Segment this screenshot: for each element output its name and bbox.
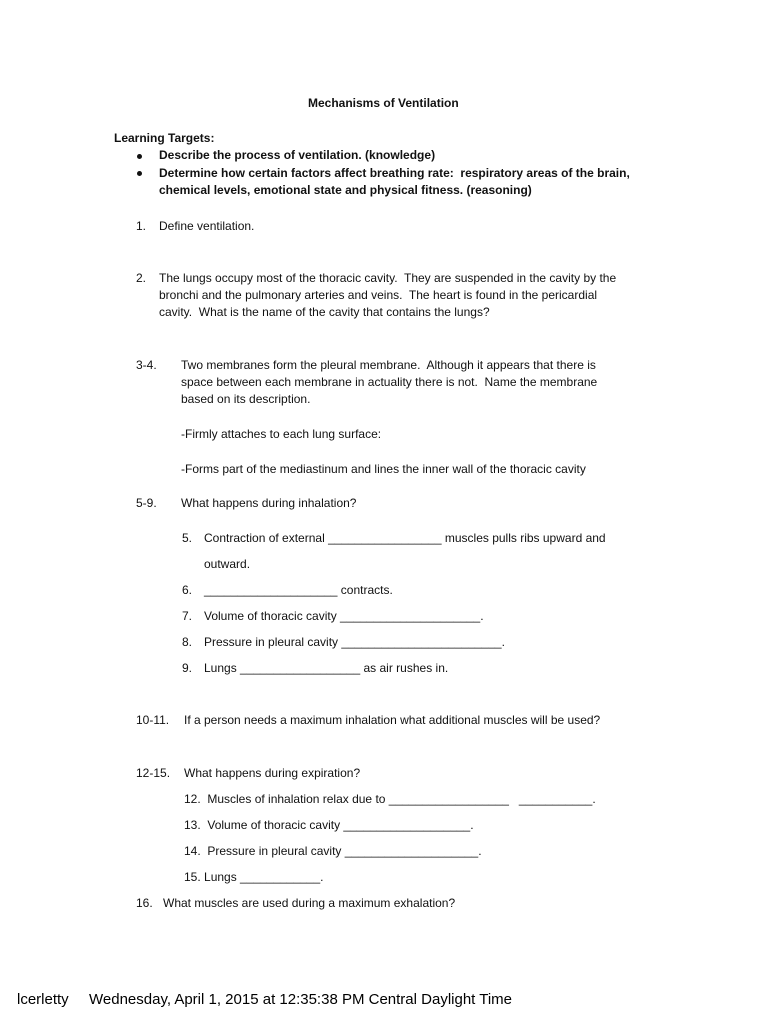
- question-3-4-line-2: space between each membrane in actuality there is not. Name the membrane: [181, 375, 598, 389]
- sub-item-5-line-2: outward.: [204, 557, 251, 571]
- sub-item-number: 8.: [182, 635, 193, 649]
- footer-user: lcerletty: [17, 991, 69, 1008]
- question-number: 2.: [136, 271, 147, 285]
- question-12-15-text: What happens during expiration?: [184, 766, 361, 780]
- sub-item-number: 9.: [182, 661, 193, 675]
- question-3-4-line-3: based on its description.: [181, 392, 311, 406]
- question-number: 10-11.: [136, 713, 170, 727]
- sub-item-number: 6.: [182, 583, 193, 597]
- sub-item-8-text: Pressure in pleural cavity ________________________.: [204, 635, 505, 649]
- sub-item-13: 13. Volume of thoracic cavity ___________________.: [184, 818, 474, 832]
- document-title: Mechanisms of Ventilation: [308, 96, 459, 110]
- question-number: 1.: [136, 219, 147, 233]
- question-2-line-2: bronchi and the pulmonary arteries and veins. The heart is found in the pericardial: [159, 288, 598, 302]
- question-number: 3-4.: [136, 358, 157, 372]
- sub-item-9-text: Lungs __________________ as air rushes in.: [204, 661, 449, 675]
- sub-item-number: 7.: [182, 609, 193, 623]
- learning-target-2-line-2: chemical levels, emotional state and physical fitness. (reasoning): [159, 183, 532, 197]
- question-3-4-sub-a: -Firmly attaches to each lung surface:: [181, 427, 382, 441]
- sub-item-number: 5.: [182, 531, 193, 545]
- question-number: 12-15.: [136, 766, 171, 780]
- bullet-icon: [137, 171, 142, 176]
- learning-targets-heading: Learning Targets:: [114, 131, 215, 145]
- question-number: 5-9.: [136, 496, 157, 510]
- learning-target-1-text: Describe the process of ventilation. (knowledge): [159, 148, 436, 162]
- footer-timestamp: Wednesday, April 1, 2015 at 12:35:38 PM Central Daylight Time: [89, 991, 513, 1008]
- question-1-text: Define ventilation.: [159, 219, 255, 233]
- sub-item-12: 12. Muscles of inhalation relax due to __________________ ___________.: [184, 792, 596, 806]
- sub-item-7-text: Volume of thoracic cavity _____________________.: [204, 609, 484, 623]
- question-3-4-line-1: Two membranes form the pleural membrane. Although it appears that there is: [181, 358, 596, 372]
- question-5-9-text: What happens during inhalation?: [181, 496, 357, 510]
- learning-target-2-line-1: Determine how certain factors affect breathing rate: respiratory areas of the brain,: [159, 166, 630, 180]
- sub-item-15: 15. Lungs ____________.: [184, 870, 324, 884]
- sub-item-14: 14. Pressure in pleural cavity ____________________.: [184, 844, 482, 858]
- sub-item-6-text: ____________________ contracts.: [204, 583, 393, 597]
- question-number: 16.: [136, 896, 153, 910]
- question-10-11-text: If a person needs a maximum inhalation what additional muscles will be used?: [184, 713, 601, 727]
- question-2-line-1: The lungs occupy most of the thoracic cavity. They are suspended in the cavity by the: [159, 271, 617, 285]
- question-2-line-3: cavity. What is the name of the cavity that contains the lungs?: [159, 305, 490, 319]
- question-16-text: What muscles are used during a maximum exhalation?: [163, 896, 456, 910]
- bullet-icon: [137, 154, 142, 159]
- question-3-4-sub-b: -Forms part of the mediastinum and lines the inner wall of the thoracic cavity: [181, 462, 586, 476]
- sub-item-5-line-1: Contraction of external _________________ muscles pulls ribs upward and: [204, 531, 606, 545]
